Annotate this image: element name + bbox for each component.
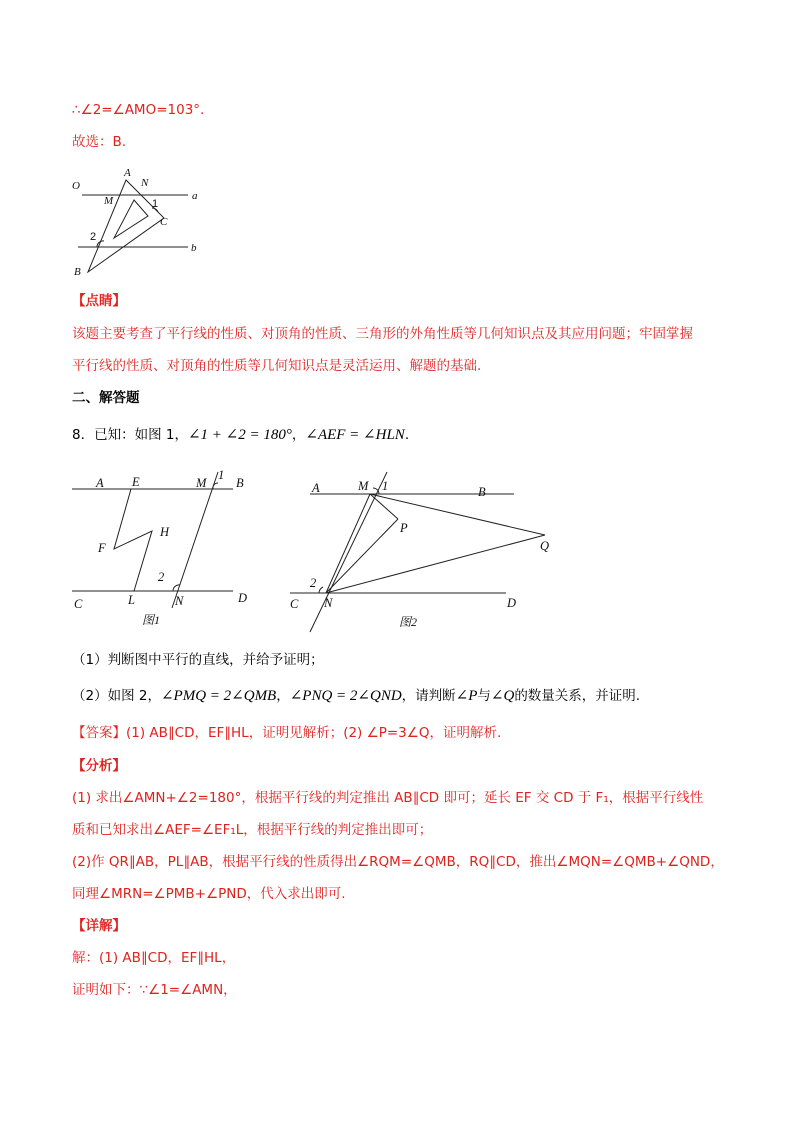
figure-2 xyxy=(282,468,572,638)
caption-fig2: 图2 xyxy=(399,615,418,629)
label-E: E xyxy=(132,475,140,489)
question-8 xyxy=(72,425,409,445)
label-B: B xyxy=(478,485,486,499)
question-8-part-2 xyxy=(72,686,640,706)
label-D: D xyxy=(507,596,517,610)
label-L: L xyxy=(128,593,135,607)
fenxi-text-3: (2)作 QR∥AB，PL∥AB，根据平行线的性质得出∠RQM=∠QMB，RQ∥CD，推出∠MQN=∠QMB+∠QND， xyxy=(72,854,724,870)
label-a: a xyxy=(192,190,198,202)
label-C: C xyxy=(74,597,83,611)
q8-end: . xyxy=(404,427,410,443)
angle-2-arc xyxy=(319,587,323,593)
q8-p2-end: 的数量关系，并证明. xyxy=(514,688,641,704)
q8-equation-2: ∠AEF = ∠HLN xyxy=(305,427,405,443)
q8-separator: ， xyxy=(291,427,306,443)
label-N: N xyxy=(141,177,149,189)
label-A: A xyxy=(312,481,320,495)
q8-p2-equation-2: ∠PNQ = 2∠QND xyxy=(289,688,402,704)
xiangjie-heading: 【详解】 xyxy=(72,918,126,934)
dianjing-text-2: 平行线的性质、对顶角的性质等几何知识点是灵活运用、解题的基础. xyxy=(72,358,482,374)
angle-1-arc xyxy=(373,488,379,494)
label-N: N xyxy=(175,594,184,608)
label-O: O xyxy=(72,180,80,192)
fenxi-heading: 【分析】 xyxy=(72,758,126,774)
label-Q: Q xyxy=(540,539,550,553)
label-1: 1 xyxy=(218,468,225,482)
label-A: A xyxy=(124,167,131,179)
segment-QN xyxy=(326,535,545,593)
segment-MQ xyxy=(370,494,545,535)
q8-p2-angle-q: ∠Q xyxy=(490,688,515,704)
fenxi-text-4: 同理∠MRN=∠PMB+∠PND，代入求出即可. xyxy=(72,886,346,902)
q8-p2-equation-1: ∠PMQ = 2∠QMB xyxy=(160,688,277,704)
label-1: 1 xyxy=(382,479,389,493)
label-H: H xyxy=(160,525,170,539)
segment-MN xyxy=(326,494,370,593)
fenxi-text-2: 质和已知求出∠AEF=∠EF₁L，根据平行线的判定推出即可； xyxy=(72,822,433,838)
label-b: b xyxy=(191,242,197,254)
label-M: M xyxy=(358,479,369,493)
label-C: C xyxy=(290,597,299,611)
label-M: M xyxy=(104,195,114,207)
label-2: 2 xyxy=(158,570,165,584)
label-A: A xyxy=(96,476,104,490)
q8-p2-judge: ，请判断 xyxy=(401,688,456,704)
q8-equation-1: ∠1 + ∠2 = 180° xyxy=(187,427,292,443)
line-MN xyxy=(172,472,218,608)
label-2: 2 xyxy=(310,576,317,590)
label-P: P xyxy=(400,521,408,535)
xiangjie-text-1: 解：(1) AB∥CD，EF∥HL， xyxy=(72,950,236,966)
triangle-inner xyxy=(114,200,148,238)
label-B: B xyxy=(74,266,81,278)
q8-p2-sep: ， xyxy=(276,688,290,704)
xiangjie-text-2: 证明如下：∵∠1=∠AMN， xyxy=(72,982,237,998)
label-F: F xyxy=(98,541,106,555)
answer: 【答案】(1) AB∥CD，EF∥HL，证明见解析；(2) ∠P=3∠Q，证明解析. xyxy=(72,725,502,741)
section-heading: 二、解答题 xyxy=(72,390,140,406)
choice-answer: 故选：B. xyxy=(72,134,127,150)
fenxi-text-1: (1) 求出∠AMN+∠2=180°，根据平行线的判定推出 AB∥CD 即可；延长 EF 交 CD 于 F₁，根据平行线性 xyxy=(72,790,704,806)
label-D: D xyxy=(238,591,248,605)
angle-2-arc xyxy=(97,241,104,247)
label-1: 1 xyxy=(152,198,159,210)
figure-parallel-triangle xyxy=(68,162,213,284)
label-M: M xyxy=(196,476,207,490)
q8-prefix: 8．已知：如图 1， xyxy=(72,427,188,443)
dianjing-text-1: 该题主要考查了平行线的性质、对顶角的性质、三角形的外角性质等几何知识点及其应用问题；牢固掌握 xyxy=(72,326,693,342)
q8-p2-angle-p: ∠P xyxy=(455,688,478,704)
label-2: 2 xyxy=(90,231,97,243)
question-8-part-1: （1）判断图中平行的直线，并给予证明； xyxy=(72,652,324,668)
label-C: C xyxy=(160,216,168,228)
caption-fig1: 图1 xyxy=(142,613,161,627)
zigzag-EFHL xyxy=(114,489,152,591)
dianjing-heading: 【点睛】 xyxy=(72,293,126,309)
label-N: N xyxy=(324,596,333,610)
figure-1 xyxy=(68,466,268,638)
label-B: B xyxy=(236,476,244,490)
line-MN xyxy=(310,472,387,632)
proof-conclusion: ∴∠2=∠AMO=103°. xyxy=(72,102,205,118)
triangle-outer xyxy=(88,180,164,272)
q8-p2-and: 与 xyxy=(477,688,491,704)
segment-PN xyxy=(326,519,398,593)
q8-p2-prefix: （2）如图 2， xyxy=(72,688,161,704)
